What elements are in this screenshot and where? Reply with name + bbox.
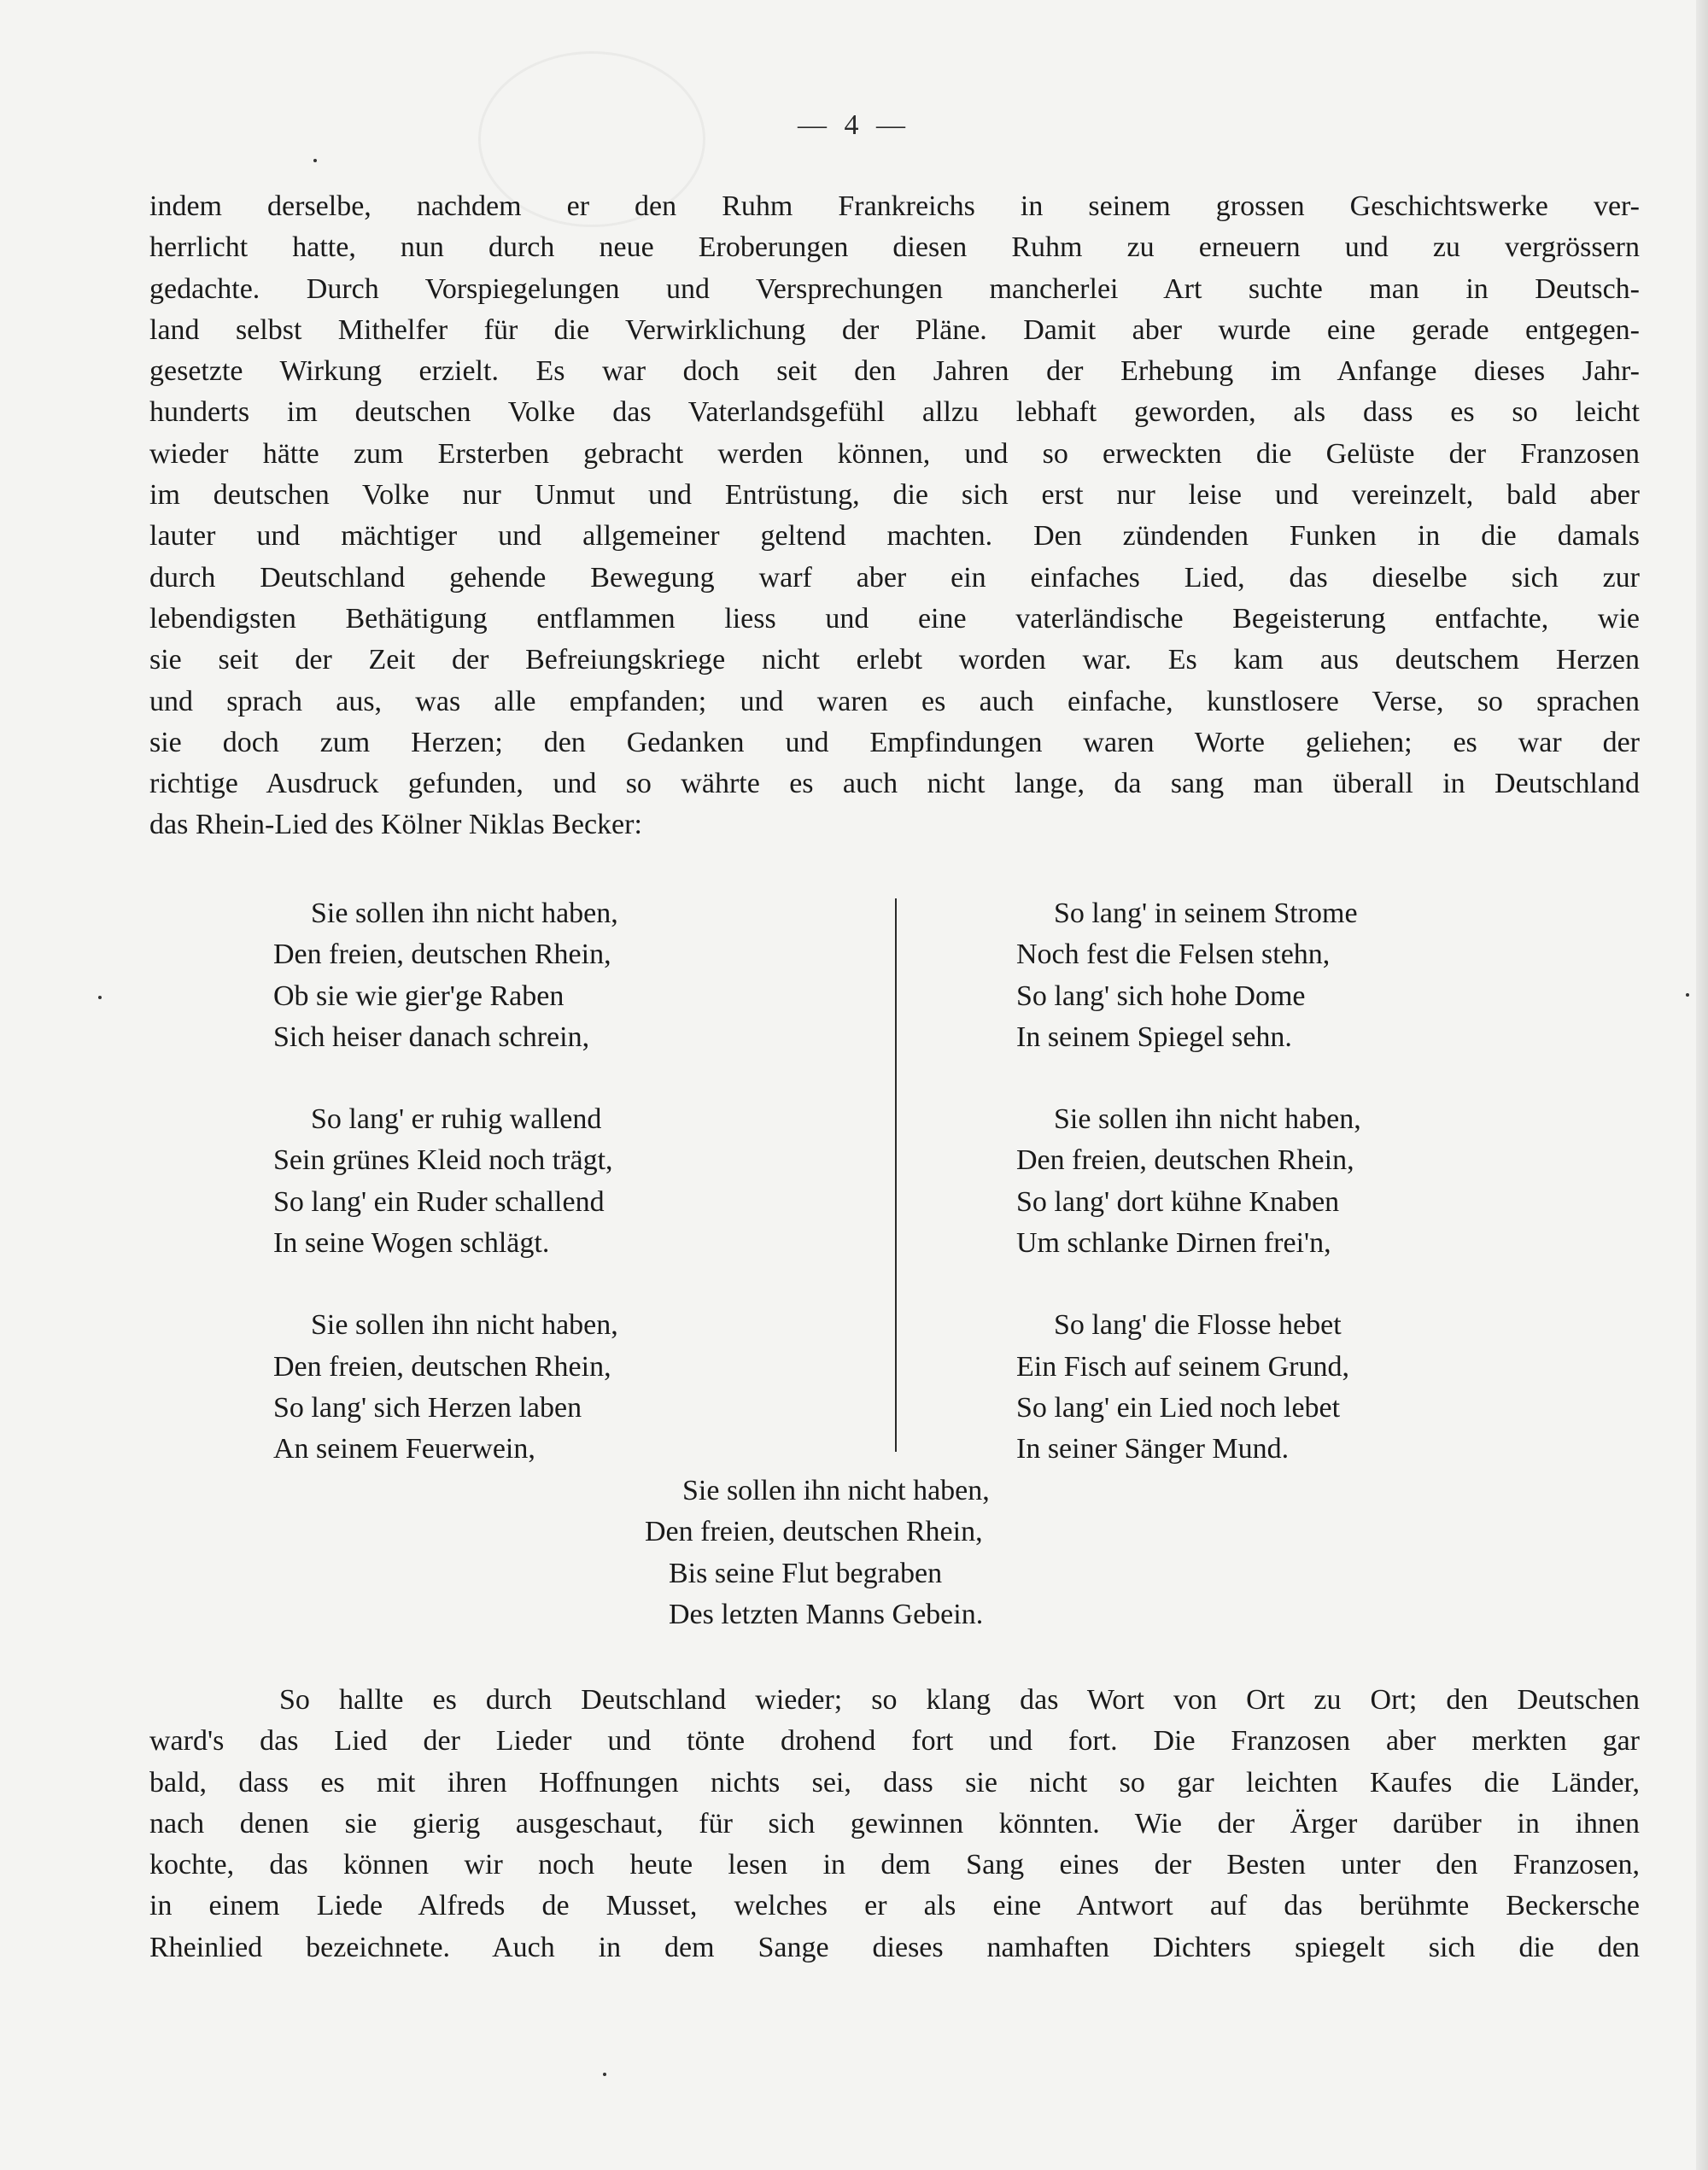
text-line: herrlicht hatte, nun durch neue Eroberungen diesen Ruhm zu erneuern und zu vergrössern	[149, 231, 1640, 264]
text-line: kochte, das können wir noch heute lesen in dem Sang eines der Besten unter den Franzosen,	[149, 1849, 1640, 1881]
ink-speck	[313, 159, 317, 162]
poem-verse: Noch fest die Felsen stehn,	[1016, 939, 1331, 971]
poem-verse: So lang' sich Herzen laben	[273, 1391, 582, 1424]
text-line: hunderts im deutschen Volke das Vaterlandsgefühl allzu lebhaft geworden, als dass es so leicht	[149, 396, 1640, 429]
text-line: in einem Liede Alfreds de Musset, welches er als eine Antwort auf das berühmte Beckersche	[149, 1890, 1640, 1922]
poem-left-column	[273, 893, 888, 1512]
body-paragraph-intro	[149, 186, 1640, 846]
page-number: — 4 —	[798, 109, 910, 141]
poem-final-stanza	[645, 1471, 1123, 1676]
poem-verse: In seinem Spiegel sehn.	[1016, 1021, 1292, 1053]
page-edge	[1696, 0, 1708, 2170]
poem-verse: So lang' die Flosse hebet	[1054, 1309, 1342, 1342]
text-line: das Rhein-Lied des Kölner Niklas Becker:	[149, 809, 642, 841]
poem-verse: Den freien, deutschen Rhein,	[273, 1350, 611, 1383]
poem-verse: Den freien, deutschen Rhein,	[273, 939, 611, 971]
poem-verse: Sie sollen ihn nicht haben,	[311, 1309, 618, 1342]
poem-verse: So lang' ein Lied noch lebet	[1016, 1391, 1341, 1424]
poem-verse: Des letzten Manns Gebein.	[669, 1598, 984, 1630]
ink-speck	[603, 2073, 606, 2076]
poem-verse: So lang' in seinem Strome	[1054, 898, 1358, 929]
text-line: lauter und mächtiger und allgemeiner geltend machten. Den zündenden Funken in die damals	[149, 520, 1640, 553]
poem-verse: So lang' sich hohe Dome	[1016, 980, 1306, 1012]
poem-verse: So lang' er ruhig wallend	[311, 1103, 602, 1136]
text-line: nach denen sie gierig ausgeschaut, für sich gewinnen könnten. Wie der Ärger darüber in ihnen	[149, 1807, 1640, 1840]
poem-verse: Sie sollen ihn nicht haben,	[682, 1475, 990, 1506]
poem-verse: Ein Fisch auf seinem Grund,	[1016, 1350, 1349, 1383]
body-paragraph-closing	[149, 1680, 1640, 1968]
text-line: Rheinlied bezeichnete. Auch in dem Sange dieses namhaften Dichters spiegelt sich die den	[149, 1931, 1640, 1963]
poem-stanza	[273, 1099, 888, 1264]
poem-verse: Um schlanke Dirnen frei'n,	[1016, 1227, 1331, 1260]
text-line: land selbst Mithelfer für die Verwirklichung der Pläne. Damit aber wurde eine gerade entgegen-	[149, 313, 1640, 346]
ink-speck	[1686, 993, 1689, 997]
poem-verse: Den freien, deutschen Rhein,	[1016, 1144, 1354, 1177]
poem-verse: In seine Wogen schlägt.	[273, 1227, 550, 1260]
poem-verse: Ob sie wie gier'ge Raben	[273, 980, 564, 1012]
text-line: gesetzte Wirkung erzielt. Es war doch seit den Jahren der Erhebung im Anfange dieses Jahr-	[149, 355, 1640, 388]
poem-stanza	[1016, 1305, 1529, 1470]
poem-verse: Sich heiser danach schrein,	[273, 1021, 590, 1053]
text-line: sie doch zum Herzen; den Gedanken und Empfindungen waren Worte geliehen; es war der	[149, 726, 1640, 758]
text-line: So hallte es durch Deutschland wieder; so klang das Wort von Ort zu Ort; den Deutschen	[279, 1684, 1640, 1716]
text-line: durch Deutschland gehende Bewegung warf aber ein einfaches Lied, das dieselbe sich zur	[149, 561, 1640, 594]
poem-stanza	[273, 1305, 888, 1470]
poem-stanza	[645, 1471, 1123, 1635]
poem-verse: Sie sollen ihn nicht haben,	[311, 898, 618, 929]
poem-verse: Sie sollen ihn nicht haben,	[1054, 1103, 1361, 1136]
poem-verse: Den freien, deutschen Rhein,	[645, 1516, 983, 1548]
ink-speck	[98, 996, 102, 999]
text-line: im deutschen Volke nur Unmut und Entrüstung, die sich erst nur leise und vereinzelt, bald aber	[149, 479, 1640, 512]
text-line: gedachte. Durch Vorspiegelungen und Versprechungen mancherlei Art suchte man in Deutsch-	[149, 272, 1640, 305]
text-line: richtige Ausdruck gefunden, und so währte es auch nicht lange, da sang man überall in Deutschland	[149, 768, 1640, 800]
poem-stanza	[1016, 893, 1529, 1058]
poem-verse: So lang' ein Ruder schallend	[273, 1185, 605, 1218]
poem-verse: In seiner Sänger Mund.	[1016, 1433, 1290, 1465]
text-line: und sprach aus, was alle empfanden; und waren es auch einfache, kunstlosere Verse, so sprachen	[149, 685, 1640, 717]
poem-verse: Bis seine Flut begraben	[669, 1557, 943, 1589]
text-line: sie seit der Zeit der Befreiungskriege nicht erlebt worden war. Es kam aus deutschem Herzen	[149, 644, 1640, 676]
text-line: indem derselbe, nachdem er den Ruhm Frankreichs in seinem grossen Geschichtswerke ver-	[149, 190, 1640, 222]
poem-verse: Sein grünes Kleid noch trägt,	[273, 1144, 613, 1177]
poem-stanza	[273, 893, 888, 1058]
text-line: wieder hätte zum Ersterben gebracht werden können, und so erweckten die Gelüste der Franzosen	[149, 437, 1640, 470]
poem-stanza	[1016, 1099, 1529, 1264]
text-line: ward's das Lied der Lieder und tönte drohend fort und fort. Die Franzosen aber merkten gar	[149, 1725, 1640, 1758]
text-line: lebendigsten Bethätigung entflammen liess und eine vaterländische Begeisterung entfachte, wie	[149, 602, 1640, 635]
poem-column-divider	[895, 898, 897, 1452]
poem-right-column	[1016, 893, 1529, 1512]
text-line: bald, dass es mit ihren Hoffnungen nichts sei, dass sie nicht so gar leichten Kaufes die Länder,	[149, 1766, 1640, 1799]
poem-verse: An seinem Feuerwein,	[273, 1433, 535, 1465]
poem-verse: So lang' dort kühne Knaben	[1016, 1185, 1340, 1218]
